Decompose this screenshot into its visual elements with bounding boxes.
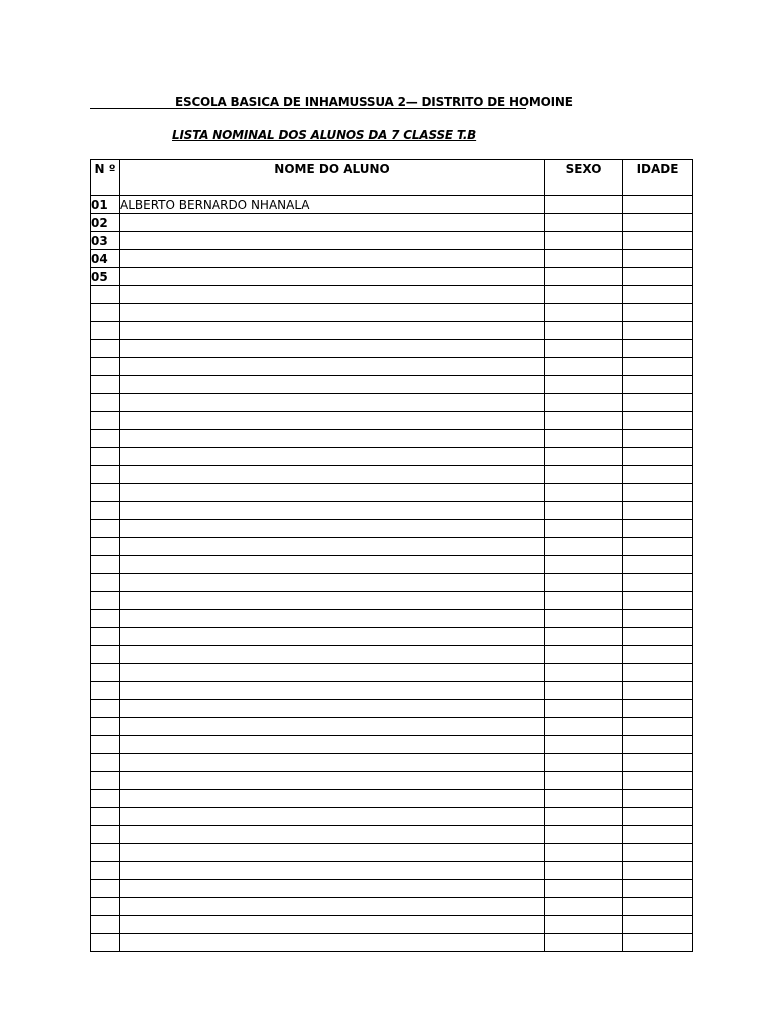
sex-cell xyxy=(545,718,623,736)
table-row xyxy=(91,268,693,286)
table-row xyxy=(91,376,693,394)
student-name-cell: ALBERTO BERNARDO NHANALA xyxy=(120,196,545,214)
table-row xyxy=(91,898,693,916)
row-number-cell xyxy=(91,628,120,646)
student-name-cell xyxy=(120,448,545,466)
student-name-cell xyxy=(120,394,545,412)
table-row xyxy=(91,214,693,232)
student-name-cell xyxy=(120,502,545,520)
row-number-cell xyxy=(91,826,120,844)
age-cell xyxy=(623,520,693,538)
student-name-cell xyxy=(120,628,545,646)
student-name-cell xyxy=(120,916,545,934)
table-row xyxy=(91,538,693,556)
age-cell xyxy=(623,556,693,574)
age-cell xyxy=(623,484,693,502)
table-row xyxy=(91,862,693,880)
sex-cell xyxy=(545,430,623,448)
age-cell xyxy=(623,592,693,610)
student-name-cell xyxy=(120,862,545,880)
table-row xyxy=(91,502,693,520)
table-body xyxy=(91,196,693,952)
table-row xyxy=(91,466,693,484)
student-name-cell xyxy=(120,520,545,538)
age-cell xyxy=(623,844,693,862)
student-name-cell xyxy=(120,322,545,340)
table-row xyxy=(91,322,693,340)
sex-cell xyxy=(545,934,623,952)
table-row xyxy=(91,430,693,448)
student-name-cell xyxy=(120,754,545,772)
row-number-cell xyxy=(91,448,120,466)
age-cell xyxy=(623,448,693,466)
table-row xyxy=(91,232,693,250)
sex-cell xyxy=(545,736,623,754)
sex-cell xyxy=(545,502,623,520)
sex-cell xyxy=(545,358,623,376)
student-name-cell xyxy=(120,880,545,898)
row-number-cell xyxy=(91,646,120,664)
age-cell xyxy=(623,466,693,484)
sex-cell xyxy=(545,484,623,502)
school-title: ESCOLA BASICA DE INHAMUSSUA 2— DISTRITO DE HOMOINE xyxy=(175,95,573,109)
age-cell xyxy=(623,664,693,682)
sex-cell xyxy=(545,376,623,394)
row-number-cell xyxy=(91,718,120,736)
table-row xyxy=(91,808,693,826)
table-row xyxy=(91,682,693,700)
sex-cell xyxy=(545,232,623,250)
age-cell xyxy=(623,736,693,754)
table-row xyxy=(91,700,693,718)
age-cell xyxy=(623,646,693,664)
list-title: LISTA NOMINAL DOS ALUNOS DA 7 CLASSE T.B xyxy=(172,128,477,142)
sex-cell xyxy=(545,664,623,682)
row-number-cell xyxy=(91,484,120,502)
age-cell xyxy=(623,934,693,952)
sex-cell xyxy=(545,412,623,430)
student-name-cell xyxy=(120,808,545,826)
student-name-cell xyxy=(120,556,545,574)
row-number-cell xyxy=(91,376,120,394)
age-cell xyxy=(623,268,693,286)
sex-cell xyxy=(545,826,623,844)
age-cell xyxy=(623,376,693,394)
student-name-cell xyxy=(120,430,545,448)
row-number-cell xyxy=(91,844,120,862)
student-name-cell xyxy=(120,286,545,304)
row-number-cell: 02 xyxy=(91,214,120,232)
age-cell xyxy=(623,214,693,232)
sex-cell xyxy=(545,466,623,484)
row-number-cell xyxy=(91,934,120,952)
sex-cell xyxy=(545,286,623,304)
header-name: NOME DO ALUNO xyxy=(120,160,545,196)
sex-cell xyxy=(545,196,623,214)
student-name-cell xyxy=(120,268,545,286)
table-row xyxy=(91,610,693,628)
row-number-cell xyxy=(91,286,120,304)
sex-cell xyxy=(545,880,623,898)
row-number-cell xyxy=(91,340,120,358)
age-cell xyxy=(623,826,693,844)
row-number-cell xyxy=(91,898,120,916)
sex-cell xyxy=(545,574,623,592)
row-number-cell xyxy=(91,358,120,376)
age-cell xyxy=(623,790,693,808)
sex-cell xyxy=(545,646,623,664)
sex-cell xyxy=(545,754,623,772)
sex-cell xyxy=(545,556,623,574)
table-row xyxy=(91,358,693,376)
table-row xyxy=(91,826,693,844)
table-row xyxy=(91,628,693,646)
age-cell xyxy=(623,340,693,358)
age-cell xyxy=(623,574,693,592)
student-name-cell xyxy=(120,574,545,592)
age-cell xyxy=(623,502,693,520)
table-row xyxy=(91,520,693,538)
student-name-cell xyxy=(120,718,545,736)
sex-cell xyxy=(545,448,623,466)
table-row xyxy=(91,790,693,808)
sex-cell xyxy=(545,862,623,880)
table-row xyxy=(91,556,693,574)
table-row xyxy=(91,646,693,664)
student-name-cell xyxy=(120,664,545,682)
table-row xyxy=(91,286,693,304)
age-cell xyxy=(623,538,693,556)
student-name-cell xyxy=(120,538,545,556)
student-name-cell xyxy=(120,250,545,268)
student-name-cell xyxy=(120,682,545,700)
row-number-cell xyxy=(91,736,120,754)
table-row xyxy=(91,484,693,502)
row-number-cell: 03 xyxy=(91,232,120,250)
header-number: N º xyxy=(91,160,120,196)
row-number-cell xyxy=(91,412,120,430)
student-name-cell xyxy=(120,376,545,394)
sex-cell xyxy=(545,610,623,628)
student-name-cell xyxy=(120,700,545,718)
sex-cell xyxy=(545,250,623,268)
table-row xyxy=(91,340,693,358)
age-cell xyxy=(623,898,693,916)
row-number-cell xyxy=(91,556,120,574)
sex-cell xyxy=(545,808,623,826)
student-name-cell xyxy=(120,358,545,376)
student-name-cell xyxy=(120,736,545,754)
table-row xyxy=(91,916,693,934)
student-name-cell xyxy=(120,790,545,808)
row-number-cell: 04 xyxy=(91,250,120,268)
row-number-cell xyxy=(91,520,120,538)
sex-cell xyxy=(545,268,623,286)
table-row xyxy=(91,718,693,736)
table-row xyxy=(91,754,693,772)
student-name-cell xyxy=(120,592,545,610)
sex-cell xyxy=(545,682,623,700)
student-name-cell xyxy=(120,304,545,322)
table-row xyxy=(91,196,693,214)
sex-cell xyxy=(545,628,623,646)
sex-cell xyxy=(545,790,623,808)
student-name-cell xyxy=(120,412,545,430)
sex-cell xyxy=(545,520,623,538)
row-number-cell xyxy=(91,592,120,610)
row-number-cell: 05 xyxy=(91,268,120,286)
sex-cell xyxy=(545,214,623,232)
table-row xyxy=(91,394,693,412)
age-cell xyxy=(623,322,693,340)
age-cell xyxy=(623,808,693,826)
age-cell xyxy=(623,880,693,898)
row-number-cell xyxy=(91,538,120,556)
age-cell xyxy=(623,304,693,322)
age-cell xyxy=(623,754,693,772)
row-number-cell: 01 xyxy=(91,196,120,214)
age-cell xyxy=(623,682,693,700)
row-number-cell xyxy=(91,754,120,772)
table-row xyxy=(91,880,693,898)
student-roster-table xyxy=(90,159,693,952)
row-number-cell xyxy=(91,700,120,718)
sex-cell xyxy=(545,538,623,556)
row-number-cell xyxy=(91,682,120,700)
student-name-cell xyxy=(120,610,545,628)
age-cell xyxy=(623,916,693,934)
age-cell xyxy=(623,412,693,430)
age-cell xyxy=(623,862,693,880)
student-name-cell xyxy=(120,646,545,664)
sex-cell xyxy=(545,844,623,862)
student-name-cell xyxy=(120,898,545,916)
row-number-cell xyxy=(91,772,120,790)
header-age: IDADE xyxy=(623,160,693,196)
age-cell xyxy=(623,250,693,268)
sex-cell xyxy=(545,340,623,358)
age-cell xyxy=(623,610,693,628)
sex-cell xyxy=(545,592,623,610)
row-number-cell xyxy=(91,502,120,520)
student-name-cell xyxy=(120,844,545,862)
sex-cell xyxy=(545,700,623,718)
row-number-cell xyxy=(91,808,120,826)
row-number-cell xyxy=(91,574,120,592)
age-cell xyxy=(623,700,693,718)
table-row xyxy=(91,736,693,754)
age-cell xyxy=(623,394,693,412)
student-name-cell xyxy=(120,340,545,358)
student-name-cell xyxy=(120,232,545,250)
sex-cell xyxy=(545,772,623,790)
sex-cell xyxy=(545,898,623,916)
sex-cell xyxy=(545,916,623,934)
row-number-cell xyxy=(91,610,120,628)
age-cell xyxy=(623,358,693,376)
sex-cell xyxy=(545,322,623,340)
row-number-cell xyxy=(91,322,120,340)
age-cell xyxy=(623,628,693,646)
row-number-cell xyxy=(91,862,120,880)
table-row xyxy=(91,592,693,610)
table-row xyxy=(91,250,693,268)
age-cell xyxy=(623,718,693,736)
table-row xyxy=(91,934,693,952)
row-number-cell xyxy=(91,664,120,682)
table-row xyxy=(91,412,693,430)
age-cell xyxy=(623,286,693,304)
table-row xyxy=(91,448,693,466)
row-number-cell xyxy=(91,466,120,484)
student-name-cell xyxy=(120,826,545,844)
row-number-cell xyxy=(91,304,120,322)
age-cell xyxy=(623,430,693,448)
table-header-row xyxy=(91,160,693,196)
student-name-cell xyxy=(120,772,545,790)
row-number-cell xyxy=(91,880,120,898)
row-number-cell xyxy=(91,916,120,934)
student-name-cell xyxy=(120,466,545,484)
table-row xyxy=(91,574,693,592)
age-cell xyxy=(623,232,693,250)
table-row xyxy=(91,304,693,322)
sex-cell xyxy=(545,394,623,412)
student-name-cell xyxy=(120,934,545,952)
sex-cell xyxy=(545,304,623,322)
student-name-cell xyxy=(120,214,545,232)
age-cell xyxy=(623,772,693,790)
age-cell xyxy=(623,196,693,214)
table-row xyxy=(91,844,693,862)
row-number-cell xyxy=(91,394,120,412)
table-row xyxy=(91,664,693,682)
row-number-cell xyxy=(91,430,120,448)
header-sex: SEXO xyxy=(545,160,623,196)
row-number-cell xyxy=(91,790,120,808)
table-row xyxy=(91,772,693,790)
student-name-cell xyxy=(120,484,545,502)
